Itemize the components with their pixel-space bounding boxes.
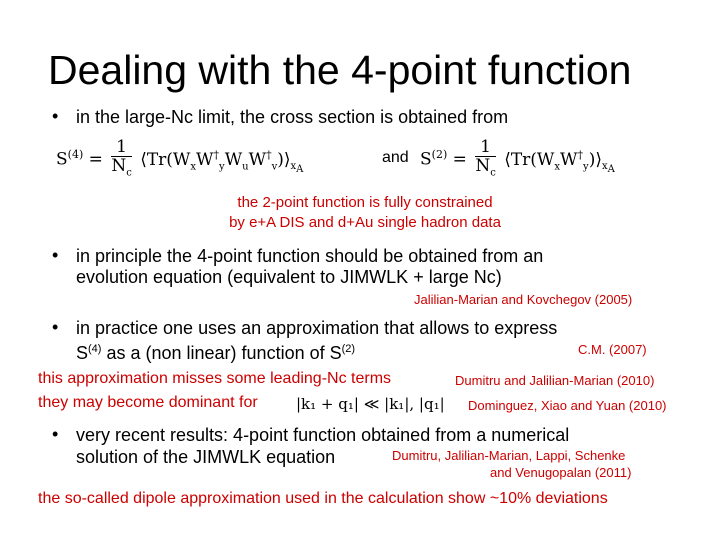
equals-sign: = [88, 149, 103, 170]
fraction-1-over-nc [475, 138, 495, 182]
nc-subscript: c [126, 167, 132, 179]
fraction-1-over-nc [111, 138, 131, 182]
s-symbol: S [76, 343, 89, 363]
and-label: and [382, 149, 409, 166]
citation-dominguez-xiao-yuan: Dominguez, Xiao and Yuan (2010) [468, 398, 667, 413]
footer-statement: the so-called dipole approximation used in the calculation show ~10% deviations [38, 490, 608, 507]
bullet-3-line2 [76, 338, 355, 364]
slide-title: Dealing with the 4-point function [48, 47, 632, 93]
two-point-note-line1: the 2-point function is fully constrained [237, 194, 493, 211]
bullet-marker: • [52, 424, 59, 444]
fraction-numerator: 1 [111, 138, 131, 157]
two-point-note [190, 193, 540, 233]
citation-cm-2007: C.M. (2007) [578, 342, 647, 357]
bullet-4-line2: solution of the JIMWLK equation [76, 447, 336, 467]
s4-symbol: S [56, 149, 68, 170]
formula-s4 [56, 138, 303, 182]
citation-dumitru-jalilian: Dumitru and Jalilian-Marian (2010) [455, 373, 655, 388]
two-point-note-line2: by e+A DIS and d+Au single hadron data [229, 214, 501, 231]
warning-line2: they may become dominant for [38, 394, 258, 411]
bullet-4-line1: very recent results: 4-point function obtained from a numerical [76, 425, 570, 445]
s2-trace: $⟨Tr(W_xW^\dagger_y)⟩_{x_A}$ [504, 148, 615, 176]
s2-superscript: (2) [431, 148, 448, 162]
warning-line1: this approximation misses some leading-Nc terms [38, 370, 392, 387]
nc-symbol: N [111, 156, 127, 176]
bullet-3-phrase: as a (non linear) function of S [101, 343, 342, 363]
formula-s2 [420, 138, 615, 182]
fraction-denominator: $N_c$ [475, 156, 496, 179]
bullet-marker: • [52, 317, 59, 337]
s2-superscript: (2) [341, 343, 356, 355]
bullet-3-line1: in practice one uses an approximation that allows to express [76, 318, 558, 338]
bullet-marker: • [52, 245, 59, 265]
s4-trace: $⟨Tr(W_xW^\dagger_yW_uW^\dagger_v)⟩_{x_A}$ [140, 148, 304, 176]
dominance-condition: |k₁ + q₁| ≪ |k₁|, |q₁| [296, 395, 445, 413]
citation-jalilian-kovchegov: Jalilian-Marian and Kovchegov (2005) [414, 292, 633, 307]
bullet-2-line1: in principle the 4-point function should be obtained from an [76, 246, 544, 266]
fraction-numerator: 1 [475, 138, 495, 157]
s4-superscript: (4) [67, 148, 84, 162]
equals-sign: = [452, 149, 467, 170]
s4-superscript: (4) [88, 343, 102, 355]
bullet-marker: • [52, 106, 59, 126]
fraction-denominator [111, 157, 131, 182]
citation-dumitru-et-al: Dumitru, Jalilian-Marian, Lappi, Schenke [392, 448, 626, 463]
s2-symbol: S [420, 149, 432, 170]
citation-venugopalan: and Venugopalan (2011) [490, 465, 632, 480]
bullet-2-line2: evolution equation (equivalent to JIMWLK + large Nc) [76, 267, 502, 287]
bullet-1-text: in the large-Nc limit, the cross section is obtained from [76, 107, 509, 127]
